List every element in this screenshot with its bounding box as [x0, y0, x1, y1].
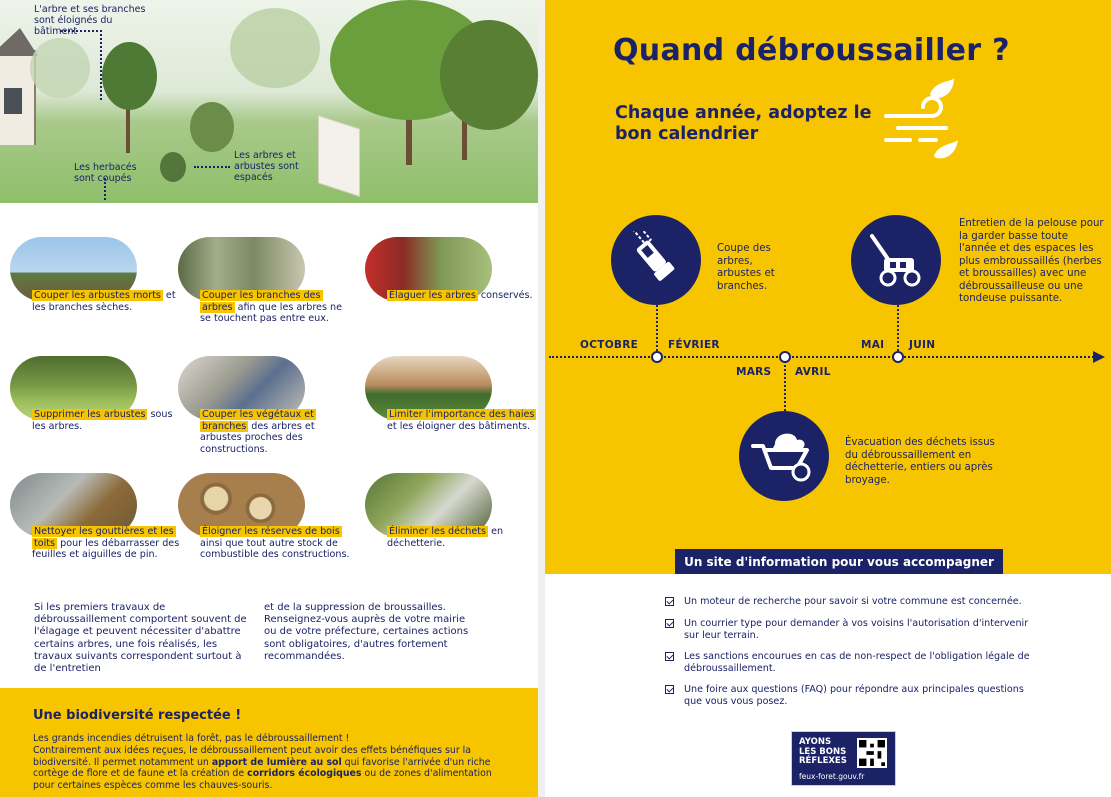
timeline-node-oct-feb	[651, 351, 663, 363]
hero-illustration	[0, 0, 538, 203]
tile-clean-gutters: Nettoyer les gouttières et les toits pour les débarrasser des feuilles et aiguilles de pin.	[10, 473, 170, 537]
tile-dead-shrubs: Couper les arbustes morts et les branches sèches.	[10, 237, 170, 301]
checkbox-icon	[665, 652, 674, 661]
hero-label-tree: L'arbre et ses branches sont éloignés du bâtiment	[34, 4, 146, 37]
biodiversity-text-2: Contrairement aux idées reçues, le débroussaillement peut avoir des effets bénéfiques sur la biodiversité. Il permet notamment un apport de lumière au sol qui favorise l'arrivée d'un riche cortège de flore et de faune et la création de corridors écologiques ou de zones d'alimentation pour certaines espèces comme les chauves-souris.	[33, 744, 492, 792]
tile-prune-trees: Élaguer les arbres conservés.	[365, 237, 525, 301]
tree-illustration	[102, 42, 157, 110]
tile-remove-shrubs: Supprimer les arbustes sous les arbres.	[10, 356, 170, 420]
biodiversity-section	[0, 688, 538, 797]
intro-text-col2: et de la suppression de broussailles. Renseignez-vous auprès de votre mairie ou de votre préfecture, certaines actions sont obligatoires, d'autres fortement recommandées.	[264, 602, 469, 662]
month-may: MAI	[861, 339, 885, 351]
tile-wood-reserves: Éloigner les réserves de bois ainsi que tout autre stock de combustible des constructions.	[178, 473, 338, 537]
text-cut: Coupe des arbres, arbustes et branches.	[717, 243, 775, 292]
qr-code-icon[interactable]	[857, 738, 887, 768]
month-march: MARS	[736, 366, 772, 378]
page-subtitle: Chaque année, adoptez le bon calendrier	[615, 103, 872, 144]
biodiversity-title: Une biodiversité respectée !	[33, 708, 242, 723]
chainsaw-circle	[611, 215, 701, 305]
checklist-item: Un courrier type pour demander à vos voisins l'autorisation d'intervenir sur leur terrain.	[665, 618, 1035, 641]
page-title: Quand débroussailler ?	[613, 33, 1010, 68]
tile-cut-vegetation: Couper les végétaux et branches des arbres et arbustes proches des constructions.	[178, 356, 338, 420]
tile-limit-hedges: Limiter l'importance des haies et les éloigner des bâtiments.	[365, 356, 525, 420]
checkbox-icon	[665, 619, 674, 628]
wheelbarrow-icon	[751, 426, 817, 486]
checklist-item: Les sanctions encourues en cas de non-respect de l'obligation légale de débroussaillement.	[665, 651, 1035, 674]
mower-circle	[851, 215, 941, 305]
text-waste: Évacuation des déchets issus du débroussaillement en déchetterie, entiers ou après broyage.	[845, 437, 995, 486]
arrow-right-icon	[1093, 351, 1105, 363]
left-page	[0, 0, 538, 797]
checkbox-icon	[665, 597, 674, 606]
hero-label-grass: Les herbacés sont coupés	[74, 162, 137, 184]
timeline-node-mar-apr	[779, 351, 791, 363]
month-february: FÉVRIER	[668, 339, 720, 351]
bush-illustration	[190, 102, 234, 152]
chainsaw-icon	[627, 231, 685, 289]
month-june: JUIN	[909, 339, 936, 351]
month-april: AVRIL	[795, 366, 831, 378]
page-separator	[538, 0, 545, 797]
website-link[interactable]: feux-foret.gouv.fr	[799, 772, 865, 781]
tile-remove-waste: Éliminer les déchets en déchetterie.	[365, 473, 525, 537]
wheelbarrow-circle	[739, 411, 829, 501]
month-october: OCTOBRE	[580, 339, 639, 351]
checklist-item: Un moteur de recherche pour savoir si votre commune est concernée.	[665, 596, 1035, 608]
wind-leaves-icon	[880, 78, 960, 164]
checklist-item: Une foire aux questions (FAQ) pour répondre aux principales questions que vous vous posez.	[665, 684, 1035, 707]
right-page	[545, 0, 1111, 797]
lawn-mower-icon	[864, 228, 928, 292]
text-lawn: Entretien de la pelouse pour la garder basse toute l'année et des espaces les plus embroussaillés (herbes et broussailles) avec une débroussailleuse ou une tondeuse puissante.	[959, 218, 1104, 304]
info-banner: Un site d'information pour vous accompagner	[675, 549, 1003, 574]
hero-label-spacing: Les arbres et arbustes sont espacés	[234, 150, 299, 183]
wall-illustration	[318, 115, 360, 197]
timeline	[549, 356, 1097, 358]
intro-text-col1: Si les premiers travaux de débroussaillement comportent souvent de l'élagage et peuvent nécessiter d'abattre certains arbres, une fois réalisés, les travaux suivants correspondent surtout à de l'entretien	[34, 602, 247, 675]
tile-cut-branches: Couper les branches des arbres afin que les arbres ne se touchent pas entre eux.	[178, 237, 338, 301]
checkbox-icon	[665, 685, 674, 694]
timeline-node-may-jun	[892, 351, 904, 363]
ayons-les-bons-reflexes-logo[interactable]: AYONS LES BONS RÉFLEXES feux-foret.gouv.fr	[791, 731, 896, 786]
biodiversity-text-1: Les grands incendies détruisent la forêt, pas le débroussaillement !	[33, 733, 350, 744]
